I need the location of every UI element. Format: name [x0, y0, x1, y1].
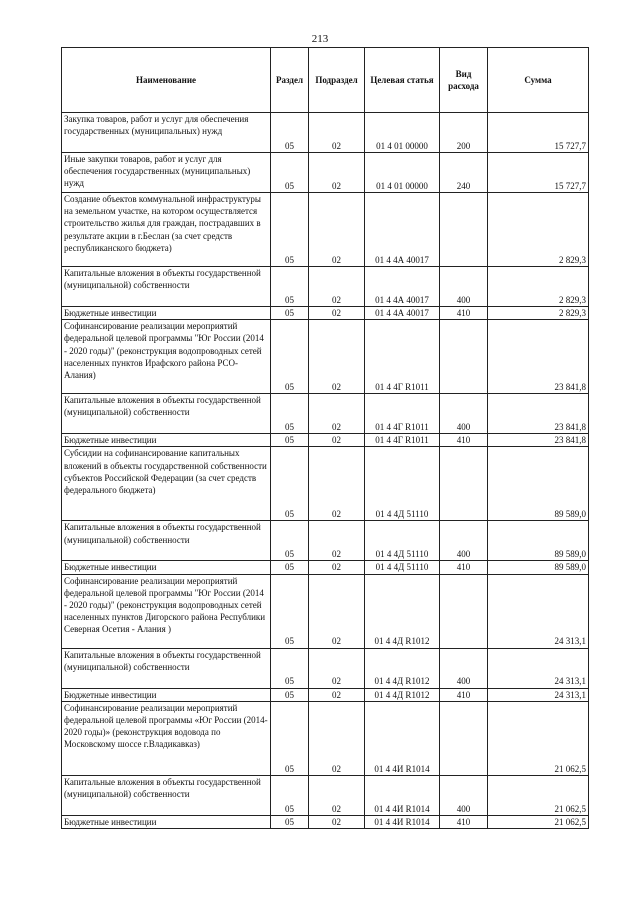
cell-section: 05 — [271, 394, 309, 434]
cell-section: 05 — [271, 434, 309, 447]
cell-target: 01 4 4Д R1012 — [365, 574, 440, 648]
header-subsection: Подраздел — [309, 48, 365, 113]
cell-subsection: 02 — [309, 434, 365, 447]
cell-target: 01 4 4Г R1011 — [365, 320, 440, 394]
table-row — [62, 193, 589, 267]
page-number: 213 — [311, 33, 329, 45]
cell-section: 05 — [271, 701, 309, 775]
cell-sum: 89 589,0 — [488, 447, 589, 521]
cell-name: Капитальные вложения в объекты государственной (муниципальной) собственности — [62, 648, 271, 688]
cell-type: 410 — [440, 307, 488, 320]
header-sum: Сумма — [488, 48, 589, 113]
cell-name: Бюджетные инвестиции — [62, 434, 271, 447]
cell-section: 05 — [271, 775, 309, 815]
cell-target: 01 4 4И R1014 — [365, 815, 440, 828]
cell-target: 01 4 4Г R1011 — [365, 434, 440, 447]
cell-section: 05 — [271, 320, 309, 394]
cell-type: 400 — [440, 521, 488, 561]
cell-sum: 24 313,1 — [488, 574, 589, 648]
table-row — [62, 307, 589, 320]
cell-target: 01 4 4А 40017 — [365, 193, 440, 267]
cell-name: Субсидии на софинансирование капитальных вложений в объекты государственной собственности субъектов Российской Федерации (за счет средств федерального бюджета) — [62, 447, 271, 521]
cell-type: 410 — [440, 434, 488, 447]
cell-name: Закупка товаров, работ и услуг для обеспечения государственных (муниципальных) нужд — [62, 113, 271, 153]
cell-sum: 2 829,3 — [488, 267, 589, 307]
cell-section: 05 — [271, 561, 309, 574]
cell-section: 05 — [271, 521, 309, 561]
cell-section: 05 — [271, 447, 309, 521]
cell-type — [440, 701, 488, 775]
cell-subsection: 02 — [309, 153, 365, 193]
table-row — [62, 434, 589, 447]
cell-sum: 21 062,5 — [488, 775, 589, 815]
cell-sum: 89 589,0 — [488, 521, 589, 561]
budget-table — [61, 47, 589, 829]
cell-type: 200 — [440, 113, 488, 153]
cell-section: 05 — [271, 688, 309, 701]
cell-type — [440, 193, 488, 267]
cell-target: 01 4 4А 40017 — [365, 307, 440, 320]
cell-section: 05 — [271, 153, 309, 193]
table-row — [62, 574, 589, 648]
cell-subsection: 02 — [309, 648, 365, 688]
cell-subsection: 02 — [309, 688, 365, 701]
cell-type: 400 — [440, 775, 488, 815]
cell-target: 01 4 4А 40017 — [365, 267, 440, 307]
cell-subsection: 02 — [309, 193, 365, 267]
cell-type: 400 — [440, 267, 488, 307]
cell-sum: 23 841,8 — [488, 434, 589, 447]
cell-name: Софинансирование реализации мероприятий федеральной целевой программы "Юг России (2014 - 2020 годы)" (реконструкция водопроводных сетей населенных пунктов Ирафского района РСО-Алания) — [62, 320, 271, 394]
cell-target: 01 4 4Д R1012 — [365, 688, 440, 701]
cell-type: 400 — [440, 394, 488, 434]
cell-sum: 21 062,5 — [488, 701, 589, 775]
cell-name: Бюджетные инвестиции — [62, 815, 271, 828]
cell-subsection: 02 — [309, 775, 365, 815]
table-row — [62, 447, 589, 521]
cell-target: 01 4 4Д 51110 — [365, 561, 440, 574]
cell-type — [440, 574, 488, 648]
cell-target: 01 4 4Д 51110 — [365, 521, 440, 561]
cell-target: 01 4 01 00000 — [365, 153, 440, 193]
cell-sum: 21 062,5 — [488, 815, 589, 828]
cell-name: Бюджетные инвестиции — [62, 688, 271, 701]
cell-target: 01 4 4Д 51110 — [365, 447, 440, 521]
cell-section: 05 — [271, 113, 309, 153]
table-row — [62, 775, 589, 815]
table-row — [62, 648, 589, 688]
header-type: Вид расхода — [440, 48, 488, 113]
table-row — [62, 320, 589, 394]
cell-sum: 2 829,3 — [488, 307, 589, 320]
cell-name: Бюджетные инвестиции — [62, 561, 271, 574]
cell-target: 01 4 4Г R1011 — [365, 394, 440, 434]
cell-type: 400 — [440, 648, 488, 688]
header-target: Целевая статья — [365, 48, 440, 113]
table-row — [62, 113, 589, 153]
cell-target: 01 4 4И R1014 — [365, 775, 440, 815]
cell-section: 05 — [271, 267, 309, 307]
cell-name: Софинансирование реализации мероприятий федеральной целевой программы "Юг России (2014 - 2020 годы)" (реконструкция водопроводных сетей населенных пунктов Дигорского района Республики Северная Осетия - Алания ) — [62, 574, 271, 648]
cell-sum: 2 829,3 — [488, 193, 589, 267]
header-section: Раздел — [271, 48, 309, 113]
cell-target: 01 4 01 00000 — [365, 113, 440, 153]
cell-type: 410 — [440, 688, 488, 701]
table-row — [62, 815, 589, 828]
cell-name: Капитальные вложения в объекты государственной (муниципальной) собственности — [62, 267, 271, 307]
cell-name: Капитальные вложения в объекты государственной (муниципальной) собственности — [62, 394, 271, 434]
cell-sum: 15 727,7 — [488, 153, 589, 193]
cell-subsection: 02 — [309, 307, 365, 320]
table-row — [62, 561, 589, 574]
cell-sum: 89 589,0 — [488, 561, 589, 574]
cell-name: Софинансирование реализации мероприятий федеральной целевой программы «Юг России (2014-2020 годы)» (реконструкция водовода по Московскому шоссе г.Владикавказ) — [62, 701, 271, 775]
cell-subsection: 02 — [309, 574, 365, 648]
cell-sum: 23 841,8 — [488, 320, 589, 394]
cell-name: Бюджетные инвестиции — [62, 307, 271, 320]
table-row — [62, 394, 589, 434]
cell-sum: 15 727,7 — [488, 113, 589, 153]
cell-name: Капитальные вложения в объекты государственной (муниципальной) собственности — [62, 775, 271, 815]
cell-subsection: 02 — [309, 701, 365, 775]
cell-subsection: 02 — [309, 394, 365, 434]
cell-subsection: 02 — [309, 267, 365, 307]
cell-name: Создание объектов коммунальной инфраструктуры на земельном участке, на котором осуществляется строительство жилья для граждан, пострадавших в результате акции в г.Беслан (за счет средств республиканского бюджета) — [62, 193, 271, 267]
cell-sum: 24 313,1 — [488, 688, 589, 701]
cell-type — [440, 447, 488, 521]
cell-subsection: 02 — [309, 320, 365, 394]
header-name: Наименование — [62, 48, 271, 113]
cell-subsection: 02 — [309, 815, 365, 828]
cell-subsection: 02 — [309, 113, 365, 153]
cell-name: Капитальные вложения в объекты государственной (муниципальной) собственности — [62, 521, 271, 561]
cell-name: Иные закупки товаров, работ и услуг для обеспечения государственных (муниципальных) нужд — [62, 153, 271, 193]
cell-sum: 23 841,8 — [488, 394, 589, 434]
cell-section: 05 — [271, 648, 309, 688]
cell-subsection: 02 — [309, 561, 365, 574]
cell-target: 01 4 4И R1014 — [365, 701, 440, 775]
cell-type — [440, 320, 488, 394]
table-row — [62, 153, 589, 193]
table-row — [62, 688, 589, 701]
cell-section: 05 — [271, 307, 309, 320]
cell-type: 410 — [440, 815, 488, 828]
cell-section: 05 — [271, 193, 309, 267]
cell-sum: 24 313,1 — [488, 648, 589, 688]
cell-subsection: 02 — [309, 447, 365, 521]
cell-type: 410 — [440, 561, 488, 574]
table-row — [62, 267, 589, 307]
cell-section: 05 — [271, 574, 309, 648]
table-row — [62, 521, 589, 561]
table-header-row — [62, 48, 589, 113]
cell-type: 240 — [440, 153, 488, 193]
cell-target: 01 4 4Д R1012 — [365, 648, 440, 688]
table-row — [62, 701, 589, 775]
cell-section: 05 — [271, 815, 309, 828]
cell-subsection: 02 — [309, 521, 365, 561]
